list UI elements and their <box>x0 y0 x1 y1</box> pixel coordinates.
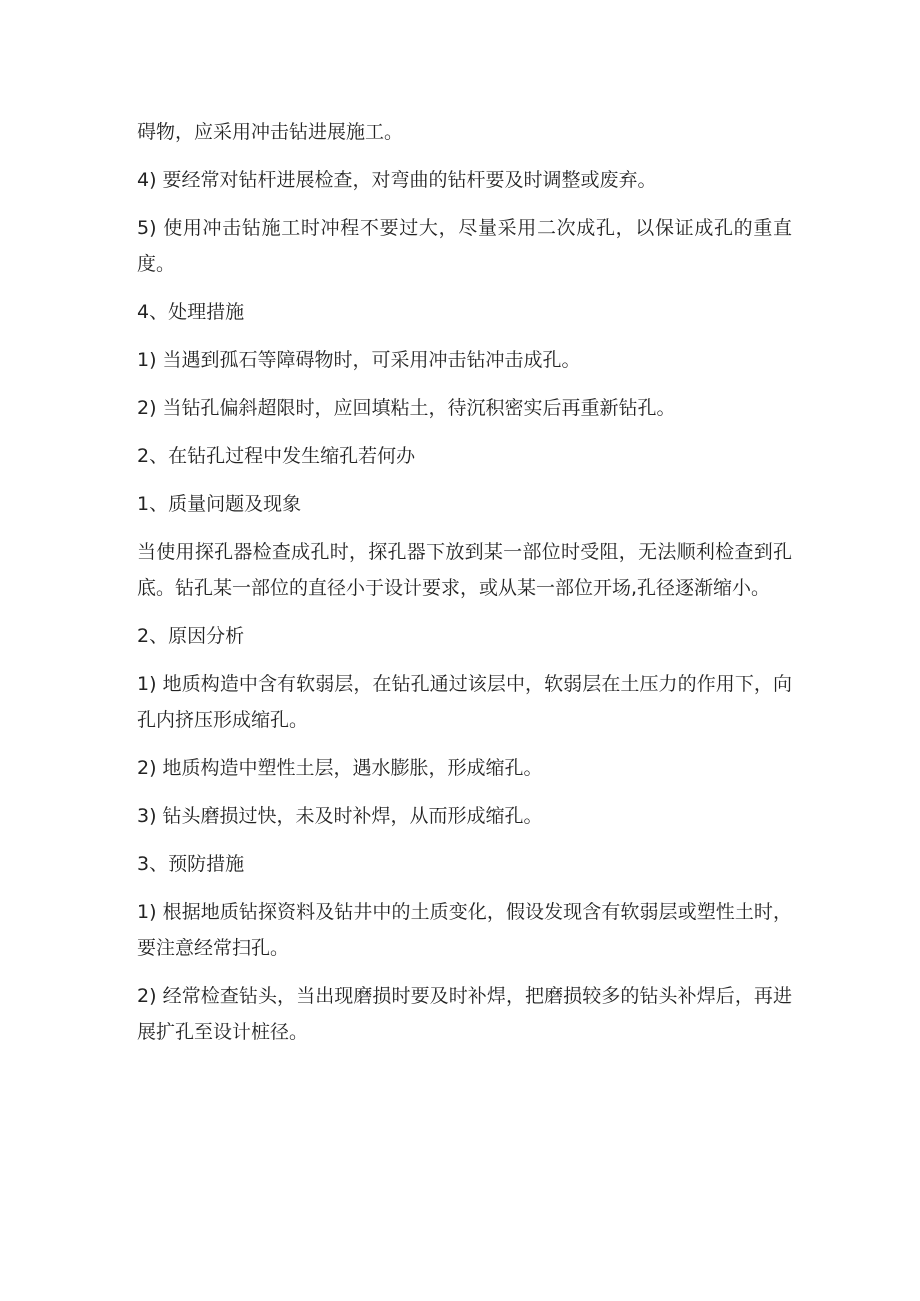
paragraph: 2) 地质构造中塑性土层，遇水膨胀，形成缩孔。 <box>137 757 543 779</box>
section-heading: 1、质量问题及现象 <box>137 493 302 515</box>
paragraph: 3) 钻头磨损过快，未及时补焊，从而形成缩孔。 <box>137 805 543 827</box>
document-body <box>137 114 792 1062</box>
section-heading: 3、预防措施 <box>137 853 245 875</box>
paragraph: 5) 使用冲击钻施工时冲程不要过大，尽量采用二次成孔，以保证成孔的重直度。 <box>137 217 792 275</box>
paragraph: 2) 经常检查钻头，当出现磨损时要及时补焊，把磨损较多的钻头补焊后，再进展扩孔至设计桩径。 <box>137 985 792 1043</box>
section-heading: 4、处理措施 <box>137 301 245 323</box>
section-heading: 2、原因分析 <box>137 625 245 647</box>
paragraph: 1) 地质构造中含有软弱层，在钻孔通过该层中，软弱层在土压力的作用下，向孔内挤压形成缩孔。 <box>137 673 792 731</box>
paragraph: 1) 当遇到孤石等障碍物时，可采用冲击钻冲击成孔。 <box>137 349 581 371</box>
paragraph: 2) 当钻孔偏斜超限时，应回填粘土，待沉积密实后再重新钻孔。 <box>137 397 676 419</box>
paragraph: 1) 根据地质钻探资料及钻井中的土质变化，假设发现含有软弱层或塑性土时，要注意经常扫孔。 <box>137 901 792 959</box>
paragraph: 4) 要经常对钻杆进展检查，对弯曲的钻杆要及时调整或废弃。 <box>137 169 657 191</box>
paragraph: 当使用探孔器检查成孔时，探孔器下放到某一部位时受阻，无法顺利检查到孔底。钻孔某一部位的直径小于设计要求，或从某一部位开场,孔径逐渐缩小。 <box>137 541 792 599</box>
paragraph: 碍物，应采用冲击钻进展施工。 <box>137 121 404 143</box>
section-heading: 2、在钻孔过程中发生缩孔若何办 <box>137 445 416 467</box>
